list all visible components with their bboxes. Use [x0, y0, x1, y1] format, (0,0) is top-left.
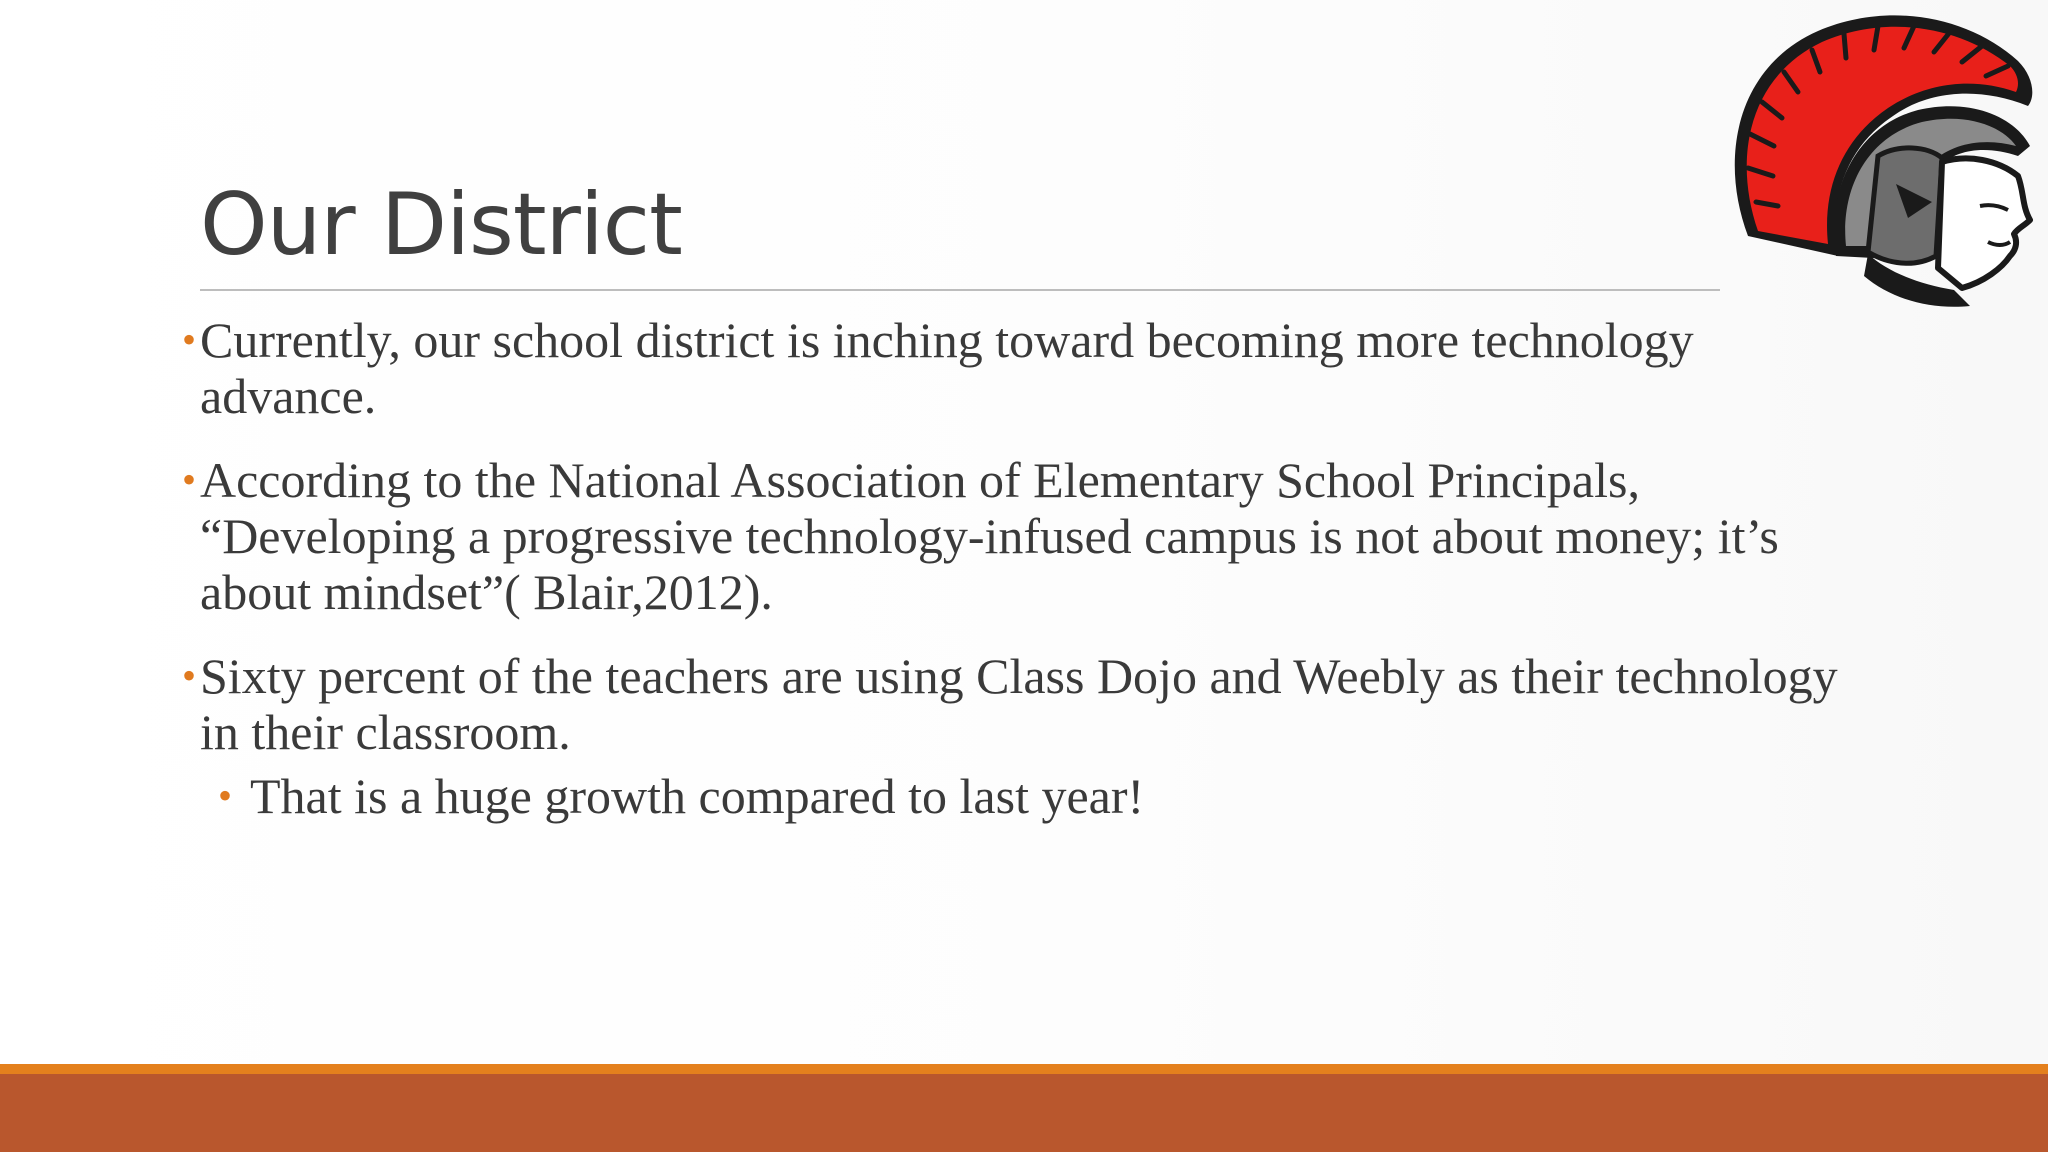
bullet-text: Sixty percent of the teachers are using Class Dojo and Weebly as their technology in their classroom.	[200, 648, 1838, 760]
bullet-text: According to the National Association of Elementary School Principals, “Developing a progressive technology-infused campus is not about money; it’s about mindset”( Blair,2012).	[200, 452, 1779, 620]
spartan-helmet-logo-icon	[1718, 6, 2038, 336]
bullet-marker: •	[182, 457, 197, 502]
bullet-marker: •	[218, 773, 233, 818]
bullet-marker: •	[182, 653, 197, 698]
footer-band	[0, 1074, 2048, 1152]
bullet-item	[182, 312, 1842, 424]
footer-accent-band	[0, 1064, 2048, 1074]
bullet-marker: •	[182, 317, 197, 362]
bullet-item	[182, 648, 1842, 760]
bullet-text: That is a huge growth compared to last year!	[250, 768, 1145, 824]
slide-body	[182, 312, 1842, 852]
sub-bullet-item	[182, 768, 1842, 824]
bullet-item	[182, 452, 1842, 620]
title-divider	[200, 289, 1720, 291]
slide-title: Our District	[200, 175, 682, 275]
bullet-text: Currently, our school district is inching toward becoming more technology advance.	[200, 312, 1694, 424]
